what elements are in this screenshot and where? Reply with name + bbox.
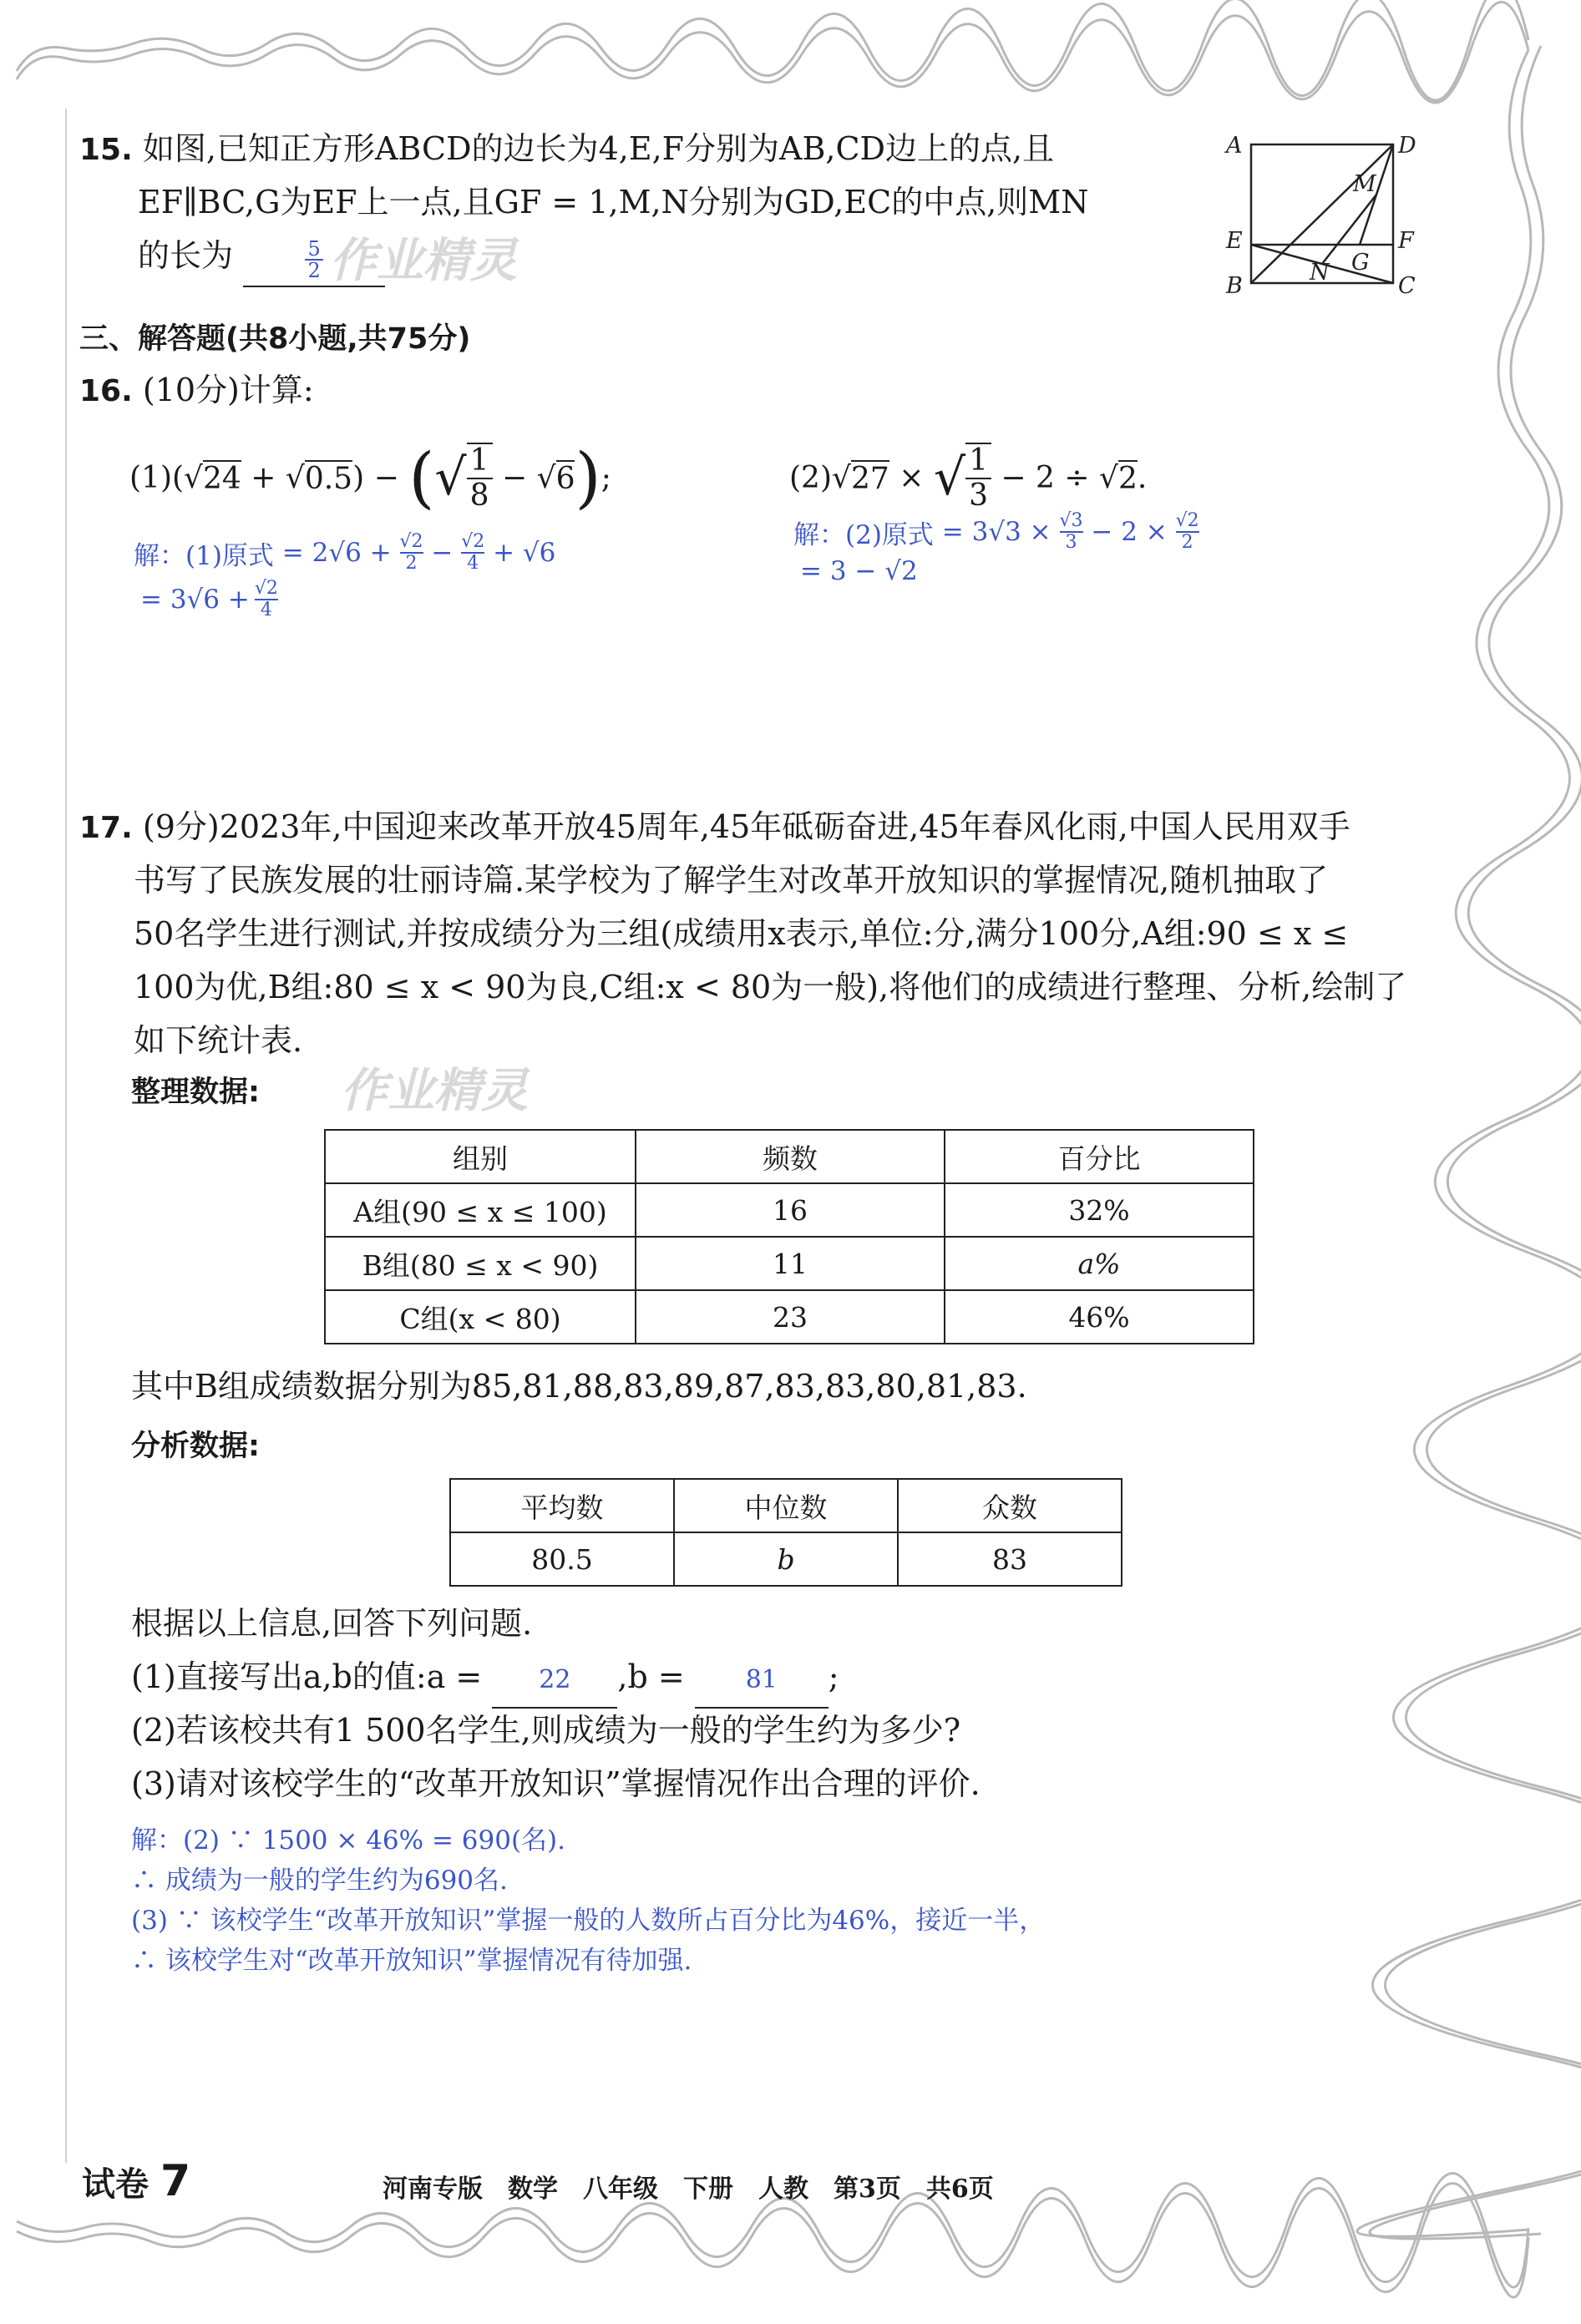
- q17-para-4: 100为优,B组:80 ≤ x < 90为良,C组:x < 80为一般),将他们的成绩进行整理、分析,绘制了: [134, 969, 1407, 1005]
- frac-sqrt3-over-3: $\frac{√3}{3}$: [1059, 510, 1083, 553]
- table-row: [450, 1479, 1122, 1532]
- section3-title: 三、解答题(共8小题,共75分): [79, 322, 471, 356]
- a-answer-blank: 22: [492, 1653, 617, 1709]
- q17-sub1: [131, 1650, 839, 1709]
- big-paren-close: ): [575, 438, 601, 516]
- radical-sign: √: [285, 460, 305, 495]
- q16-part1-label: (1): [129, 460, 172, 495]
- radical-sign: √: [1099, 460, 1118, 495]
- label-N: N: [1310, 260, 1330, 286]
- q15-line3: [138, 229, 385, 287]
- q16-sol1-expr: = 2√6 +: [273, 538, 400, 568]
- minus-sign: −: [364, 460, 409, 495]
- q17-para-3: 50名学生进行测试,并按成绩分为三组(成绩用x表示,单位:分,满分100分,A组:90 ≤ x ≤: [134, 915, 1349, 952]
- frac-sqrt2-over-2: $\frac{√2}{2}$: [399, 531, 423, 574]
- q16-p2-c: 2: [1036, 460, 1055, 495]
- watermark-2: 作业精灵: [341, 1064, 528, 1118]
- plus-sign: +: [241, 460, 286, 495]
- table-cell: 32%: [945, 1183, 1254, 1237]
- q17-sub3: (3)请对该校学生的“改革开放知识”掌握情况作出合理的评价.: [131, 1765, 981, 1802]
- q16-solution2-line2: = 3 − √2: [800, 556, 918, 586]
- q16-title-text: (10分)计算:: [142, 372, 314, 408]
- table-row: [325, 1290, 1254, 1344]
- q16-sol2-mid: − 2 ×: [1082, 517, 1176, 547]
- q16-p1-fraction: [467, 443, 493, 513]
- q16-p2-b-den: 3: [969, 478, 988, 513]
- minus-sign: −: [991, 460, 1036, 495]
- table-cell: b: [674, 1532, 898, 1586]
- minus-sign: −: [423, 538, 462, 568]
- label-D: D: [1398, 133, 1416, 159]
- b-answer-blank: 81: [695, 1653, 829, 1709]
- footer-exam-label: [82, 2156, 190, 2206]
- q16-p2-a: 27: [850, 461, 889, 496]
- radical-sign: √: [184, 460, 203, 495]
- analyze-data-label: 分析数据:: [131, 1430, 260, 1463]
- q15-square-figure: [1219, 129, 1428, 305]
- footer-label: 试卷: [82, 2165, 149, 2204]
- radical-sign: √: [434, 448, 467, 507]
- q16-p1-b: 0.5: [304, 461, 353, 496]
- q15-answer-blank: [243, 232, 385, 287]
- left-margin-rule: [65, 109, 67, 2163]
- statistics-table: [449, 1478, 1122, 1587]
- q16-p1-d: 6: [555, 461, 575, 496]
- q17-intro: 根据以上信息,回答下列问题.: [131, 1605, 533, 1642]
- frac-sqrt2-over-4: $\frac{√2}{4}$: [461, 531, 485, 574]
- label-F: F: [1398, 228, 1414, 254]
- footer-number: 7: [160, 2156, 191, 2206]
- q16-solution1-line1: [134, 532, 555, 574]
- q16-solution1-line2: [140, 579, 278, 620]
- b-group-data: 其中B组成绩数据分别为85,81,88,83,89,87,83,83,80,81,83.: [131, 1368, 1027, 1405]
- organize-data-label: 整理数据:: [131, 1076, 260, 1109]
- table-row: [325, 1130, 1254, 1183]
- q17-sub1-end: ;: [828, 1658, 839, 1695]
- table-cell: 16: [636, 1183, 945, 1237]
- frac-sqrt2-over-2: $\frac{√2}{2}$: [1175, 510, 1199, 553]
- label-G: G: [1351, 250, 1370, 276]
- table-cell: 23: [636, 1290, 945, 1344]
- label-M: M: [1353, 171, 1376, 197]
- table-header: 组别: [325, 1130, 636, 1183]
- q17-solution-1: 解：(2) ∵ 1500 × 46% = 690(名).: [131, 1825, 565, 1856]
- paren-open: (: [172, 460, 185, 495]
- minus-sign: −: [492, 460, 537, 495]
- times-sign: ×: [889, 460, 934, 495]
- q15-number: 15.: [79, 133, 133, 167]
- q17-para-2: 书写了民族发展的壮丽诗篇.某学校为了解学生对改革开放知识的掌握情况,随机抽取了: [134, 862, 1329, 899]
- table-header: 众数: [898, 1479, 1122, 1532]
- divide-sign: ÷: [1054, 460, 1099, 495]
- q17-solution-3: (3) ∵ 该校学生“改革开放知识”掌握一般的人数所占百分比为46%，接近一半，: [131, 1906, 1046, 1936]
- label-A: A: [1226, 133, 1243, 159]
- q16-part2-expression: [789, 443, 1147, 513]
- big-paren-open: (: [408, 438, 435, 516]
- q15-answer-denominator: 2: [307, 259, 321, 282]
- q16-number: 16.: [79, 374, 133, 408]
- q17-number: 17.: [79, 811, 133, 845]
- q17-solution-2: ∴ 成绩为一般的学生约为690名.: [131, 1866, 508, 1896]
- q15-line2: EF∥BC,G为EF上一点,且GF = 1,M,N分别为GD,EC的中点,则MN: [138, 184, 1089, 220]
- q16-sol2-prefix: 解：(2)原式: [793, 519, 934, 550]
- table-header: 频数: [636, 1130, 945, 1183]
- table-row: [450, 1532, 1122, 1586]
- q16-p2-fraction: [965, 443, 991, 513]
- paren-close: ): [352, 460, 365, 495]
- frac-sqrt2-over-4: $\frac{√2}{4}$: [254, 578, 278, 620]
- q17-solution-4: ∴ 该校学生对“改革开放知识”掌握情况有待加强.: [131, 1946, 692, 1976]
- q16-part1-expression: [129, 438, 611, 516]
- radical-sign: √: [832, 460, 851, 495]
- q17-sub1-prefix: (1)直接写出a,b的值:a =: [131, 1658, 483, 1695]
- q17-sub2: (2)若该校共有1 500名学生,则成绩为一般的学生约为多少?: [131, 1712, 961, 1749]
- table-header: 百分比: [945, 1130, 1254, 1183]
- q17-line1: [79, 800, 1350, 855]
- table-header: 中位数: [674, 1479, 898, 1532]
- q16-sol1-prefix: 解：(1)原式: [134, 540, 274, 571]
- q17-para-5: 如下统计表.: [134, 1022, 303, 1059]
- q16-solution2-line1: [793, 511, 1199, 553]
- q16-p1-c-den: 8: [469, 478, 489, 513]
- q16-p1-a: 24: [203, 461, 241, 496]
- table-cell: B组(80 ≤ x < 90): [325, 1237, 636, 1290]
- label-B: B: [1226, 273, 1243, 299]
- table-cell: 80.5: [450, 1532, 674, 1586]
- q17-para-1: (9分)2023年,中国迎来改革开放45周年,45年砥砺奋进,45年春风化雨,中国人民用双手: [142, 808, 1350, 845]
- table-cell: 83: [898, 1532, 1122, 1586]
- label-E: E: [1226, 228, 1243, 254]
- period: .: [1137, 460, 1148, 495]
- q16-part2-label: (2): [789, 460, 832, 495]
- q15-line1: [79, 122, 1054, 177]
- q15-text-3: 的长为: [138, 237, 234, 274]
- q16-p2-c2: 2: [1117, 461, 1138, 496]
- table-row: [325, 1183, 1254, 1237]
- table-cell: a%: [945, 1237, 1254, 1290]
- label-C: C: [1398, 273, 1416, 299]
- q16-sol1-line2: = 3√6 +: [140, 585, 250, 615]
- q16-sol2-expr: = 3√3 ×: [933, 517, 1060, 547]
- table-row: [325, 1237, 1254, 1290]
- q16-p2-b-num: 1: [965, 444, 991, 479]
- semicolon: ;: [600, 460, 611, 495]
- q16-p1-c-num: 1: [467, 444, 493, 479]
- q17-sub1-mid: ,b =: [617, 1658, 685, 1695]
- radical-sign: √: [933, 448, 966, 507]
- table-header: 平均数: [450, 1479, 674, 1532]
- q16-title: [79, 363, 314, 418]
- radical-sign: √: [536, 460, 556, 495]
- footer-info: 河南专版 数学 八年级 下册 人教 第3页 共6页: [383, 2175, 994, 2204]
- watermark-1: 作业精灵: [330, 234, 517, 288]
- q15-answer-numerator: 5: [305, 239, 322, 261]
- q16-sol1-tail: + √6: [484, 538, 556, 568]
- table-cell: 46%: [945, 1290, 1254, 1344]
- q15-text-1: 如图,已知正方形ABCD的边长为4,E,F分别为AB,CD边上的点,且: [142, 130, 1055, 167]
- table-cell: 11: [636, 1237, 945, 1290]
- table-cell: A组(90 ≤ x ≤ 100): [325, 1183, 636, 1237]
- frequency-table: [324, 1129, 1254, 1344]
- q15-answer-fraction: [305, 239, 322, 281]
- table-cell: C组(x < 80): [325, 1290, 636, 1344]
